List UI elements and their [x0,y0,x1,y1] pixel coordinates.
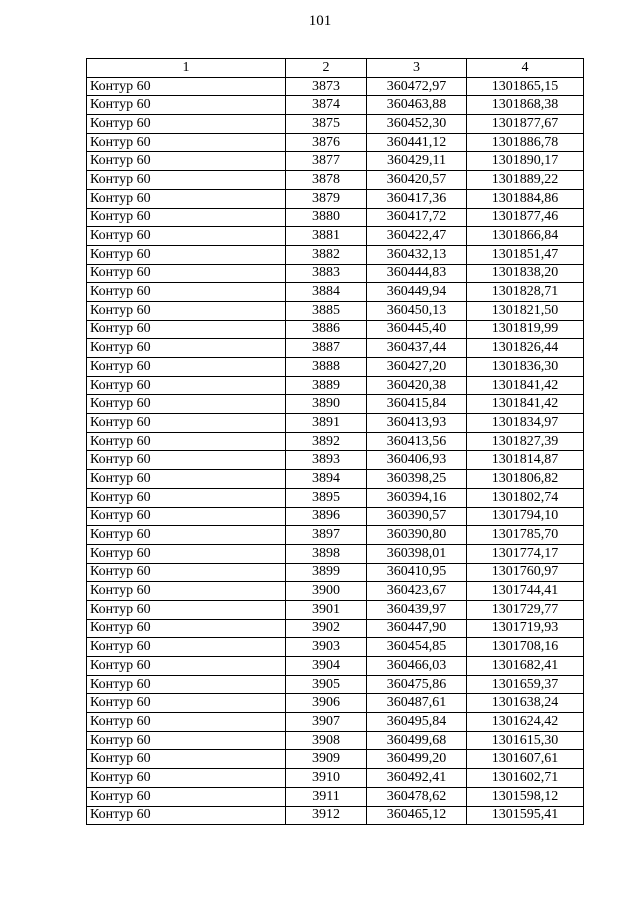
y-coordinate-cell: 1301826,44 [467,339,584,358]
table-row [87,339,584,358]
contour-name-cell: Контур 60 [87,713,286,732]
coordinates-table [86,58,584,825]
x-coordinate-cell: 360472,97 [367,77,467,96]
point-number-cell: 3910 [286,769,367,788]
y-coordinate-cell: 1301802,74 [467,488,584,507]
x-coordinate-cell: 360445,40 [367,320,467,339]
x-coordinate-cell: 360417,72 [367,208,467,227]
point-number-cell: 3885 [286,301,367,320]
table-row [87,694,584,713]
x-coordinate-cell: 360452,30 [367,115,467,134]
contour-name-cell: Контур 60 [87,432,286,451]
point-number-cell: 3888 [286,358,367,377]
contour-name-cell: Контур 60 [87,77,286,96]
point-number-cell: 3877 [286,152,367,171]
y-coordinate-cell: 1301719,93 [467,619,584,638]
point-number-cell: 3900 [286,582,367,601]
table-row [87,301,584,320]
point-number-cell: 3882 [286,245,367,264]
x-coordinate-cell: 360437,44 [367,339,467,358]
point-number-cell: 3902 [286,619,367,638]
table-row [87,563,584,582]
x-coordinate-cell: 360465,12 [367,806,467,825]
y-coordinate-cell: 1301838,20 [467,264,584,283]
y-coordinate-cell: 1301877,46 [467,208,584,227]
point-number-cell: 3879 [286,189,367,208]
y-coordinate-cell: 1301877,67 [467,115,584,134]
point-number-cell: 3895 [286,488,367,507]
y-coordinate-cell: 1301851,47 [467,245,584,264]
contour-name-cell: Контур 60 [87,638,286,657]
contour-name-cell: Контур 60 [87,96,286,115]
contour-name-cell: Контур 60 [87,470,286,489]
point-number-cell: 3887 [286,339,367,358]
contour-name-cell: Контур 60 [87,376,286,395]
column-header-2: 2 [286,59,367,78]
point-number-cell: 3891 [286,414,367,433]
y-coordinate-cell: 1301868,38 [467,96,584,115]
contour-name-cell: Контур 60 [87,133,286,152]
x-coordinate-cell: 360410,95 [367,563,467,582]
table-row [87,245,584,264]
table-row [87,227,584,246]
y-coordinate-cell: 1301806,82 [467,470,584,489]
table-row [87,152,584,171]
table-row [87,115,584,134]
page-number: 101 [308,13,332,29]
x-coordinate-cell: 360398,25 [367,470,467,489]
y-coordinate-cell: 1301607,61 [467,750,584,769]
table-header-row [87,59,584,78]
contour-name-cell: Контур 60 [87,395,286,414]
y-coordinate-cell: 1301819,99 [467,320,584,339]
y-coordinate-cell: 1301841,42 [467,395,584,414]
table-row [87,320,584,339]
column-header-4: 4 [467,59,584,78]
point-number-cell: 3874 [286,96,367,115]
x-coordinate-cell: 360390,57 [367,507,467,526]
table-row [87,750,584,769]
table-row [87,96,584,115]
y-coordinate-cell: 1301828,71 [467,283,584,302]
contour-name-cell: Контур 60 [87,227,286,246]
table-row [87,806,584,825]
x-coordinate-cell: 360422,47 [367,227,467,246]
x-coordinate-cell: 360466,03 [367,657,467,676]
y-coordinate-cell: 1301624,42 [467,713,584,732]
y-coordinate-cell: 1301682,41 [467,657,584,676]
point-number-cell: 3899 [286,563,367,582]
point-number-cell: 3909 [286,750,367,769]
y-coordinate-cell: 1301615,30 [467,731,584,750]
contour-name-cell: Контур 60 [87,339,286,358]
y-coordinate-cell: 1301827,39 [467,432,584,451]
contour-name-cell: Контур 60 [87,283,286,302]
column-header-3: 3 [367,59,467,78]
contour-name-cell: Контур 60 [87,582,286,601]
table-row [87,787,584,806]
contour-name-cell: Контур 60 [87,769,286,788]
x-coordinate-cell: 360495,84 [367,713,467,732]
point-number-cell: 3894 [286,470,367,489]
point-number-cell: 3873 [286,77,367,96]
point-number-cell: 3905 [286,675,367,694]
point-number-cell: 3884 [286,283,367,302]
table-row [87,507,584,526]
point-number-cell: 3890 [286,395,367,414]
y-coordinate-cell: 1301886,78 [467,133,584,152]
y-coordinate-cell: 1301821,50 [467,301,584,320]
x-coordinate-cell: 360487,61 [367,694,467,713]
x-coordinate-cell: 360420,38 [367,376,467,395]
y-coordinate-cell: 1301794,10 [467,507,584,526]
point-number-cell: 3883 [286,264,367,283]
y-coordinate-cell: 1301744,41 [467,582,584,601]
point-number-cell: 3893 [286,451,367,470]
point-number-cell: 3907 [286,713,367,732]
point-number-cell: 3876 [286,133,367,152]
table-row [87,264,584,283]
table-row [87,713,584,732]
contour-name-cell: Контур 60 [87,675,286,694]
y-coordinate-cell: 1301834,97 [467,414,584,433]
x-coordinate-cell: 360413,56 [367,432,467,451]
contour-name-cell: Контур 60 [87,806,286,825]
y-coordinate-cell: 1301865,15 [467,77,584,96]
y-coordinate-cell: 1301884,86 [467,189,584,208]
y-coordinate-cell: 1301866,84 [467,227,584,246]
table-row [87,283,584,302]
x-coordinate-cell: 360439,97 [367,600,467,619]
y-coordinate-cell: 1301598,12 [467,787,584,806]
point-number-cell: 3875 [286,115,367,134]
x-coordinate-cell: 360475,86 [367,675,467,694]
y-coordinate-cell: 1301841,42 [467,376,584,395]
point-number-cell: 3880 [286,208,367,227]
contour-name-cell: Контур 60 [87,563,286,582]
point-number-cell: 3908 [286,731,367,750]
contour-name-cell: Контур 60 [87,301,286,320]
y-coordinate-cell: 1301785,70 [467,526,584,545]
contour-name-cell: Контур 60 [87,750,286,769]
contour-name-cell: Контур 60 [87,115,286,134]
table-row [87,376,584,395]
contour-name-cell: Контур 60 [87,731,286,750]
x-coordinate-cell: 360449,94 [367,283,467,302]
y-coordinate-cell: 1301729,77 [467,600,584,619]
table-row [87,582,584,601]
contour-name-cell: Контур 60 [87,208,286,227]
point-number-cell: 3901 [286,600,367,619]
point-number-cell: 3906 [286,694,367,713]
x-coordinate-cell: 360432,13 [367,245,467,264]
contour-name-cell: Контур 60 [87,245,286,264]
contour-name-cell: Контур 60 [87,787,286,806]
contour-name-cell: Контур 60 [87,600,286,619]
y-coordinate-cell: 1301836,30 [467,358,584,377]
table-row [87,657,584,676]
table-row [87,600,584,619]
contour-name-cell: Контур 60 [87,544,286,563]
x-coordinate-cell: 360398,01 [367,544,467,563]
point-number-cell: 3889 [286,376,367,395]
point-number-cell: 3898 [286,544,367,563]
x-coordinate-cell: 360423,67 [367,582,467,601]
y-coordinate-cell: 1301814,87 [467,451,584,470]
column-header-1: 1 [87,59,286,78]
y-coordinate-cell: 1301889,22 [467,171,584,190]
point-number-cell: 3912 [286,806,367,825]
table-row [87,395,584,414]
x-coordinate-cell: 360450,13 [367,301,467,320]
table-row [87,189,584,208]
contour-name-cell: Контур 60 [87,171,286,190]
table-row [87,451,584,470]
contour-name-cell: Контур 60 [87,152,286,171]
y-coordinate-cell: 1301638,24 [467,694,584,713]
table-body [87,77,584,825]
y-coordinate-cell: 1301774,17 [467,544,584,563]
contour-name-cell: Контур 60 [87,264,286,283]
point-number-cell: 3881 [286,227,367,246]
contour-name-cell: Контур 60 [87,488,286,507]
point-number-cell: 3903 [286,638,367,657]
contour-name-cell: Контур 60 [87,657,286,676]
point-number-cell: 3904 [286,657,367,676]
x-coordinate-cell: 360427,20 [367,358,467,377]
table-row [87,358,584,377]
y-coordinate-cell: 1301708,16 [467,638,584,657]
table-row [87,470,584,489]
x-coordinate-cell: 360417,36 [367,189,467,208]
x-coordinate-cell: 360406,93 [367,451,467,470]
x-coordinate-cell: 360444,83 [367,264,467,283]
table-row [87,77,584,96]
table-row [87,638,584,657]
table-row [87,544,584,563]
x-coordinate-cell: 360394,16 [367,488,467,507]
x-coordinate-cell: 360499,20 [367,750,467,769]
y-coordinate-cell: 1301595,41 [467,806,584,825]
x-coordinate-cell: 360413,93 [367,414,467,433]
table-row [87,133,584,152]
point-number-cell: 3896 [286,507,367,526]
y-coordinate-cell: 1301659,37 [467,675,584,694]
table-row [87,526,584,545]
y-coordinate-cell: 1301760,97 [467,563,584,582]
contour-name-cell: Контур 60 [87,694,286,713]
x-coordinate-cell: 360415,84 [367,395,467,414]
point-number-cell: 3897 [286,526,367,545]
x-coordinate-cell: 360420,57 [367,171,467,190]
table-row [87,769,584,788]
x-coordinate-cell: 360447,90 [367,619,467,638]
point-number-cell: 3911 [286,787,367,806]
x-coordinate-cell: 360390,80 [367,526,467,545]
table-row [87,414,584,433]
table-row [87,208,584,227]
contour-name-cell: Контур 60 [87,451,286,470]
contour-name-cell: Контур 60 [87,507,286,526]
x-coordinate-cell: 360454,85 [367,638,467,657]
x-coordinate-cell: 360492,41 [367,769,467,788]
point-number-cell: 3892 [286,432,367,451]
x-coordinate-cell: 360429,11 [367,152,467,171]
contour-name-cell: Контур 60 [87,358,286,377]
x-coordinate-cell: 360499,68 [367,731,467,750]
table-row [87,432,584,451]
y-coordinate-cell: 1301890,17 [467,152,584,171]
table-row [87,171,584,190]
contour-name-cell: Контур 60 [87,414,286,433]
y-coordinate-cell: 1301602,71 [467,769,584,788]
x-coordinate-cell: 360463,88 [367,96,467,115]
table-row [87,488,584,507]
table-row [87,619,584,638]
x-coordinate-cell: 360478,62 [367,787,467,806]
table-row [87,675,584,694]
contour-name-cell: Контур 60 [87,526,286,545]
table-row [87,731,584,750]
x-coordinate-cell: 360441,12 [367,133,467,152]
point-number-cell: 3878 [286,171,367,190]
contour-name-cell: Контур 60 [87,619,286,638]
point-number-cell: 3886 [286,320,367,339]
contour-name-cell: Контур 60 [87,320,286,339]
contour-name-cell: Контур 60 [87,189,286,208]
